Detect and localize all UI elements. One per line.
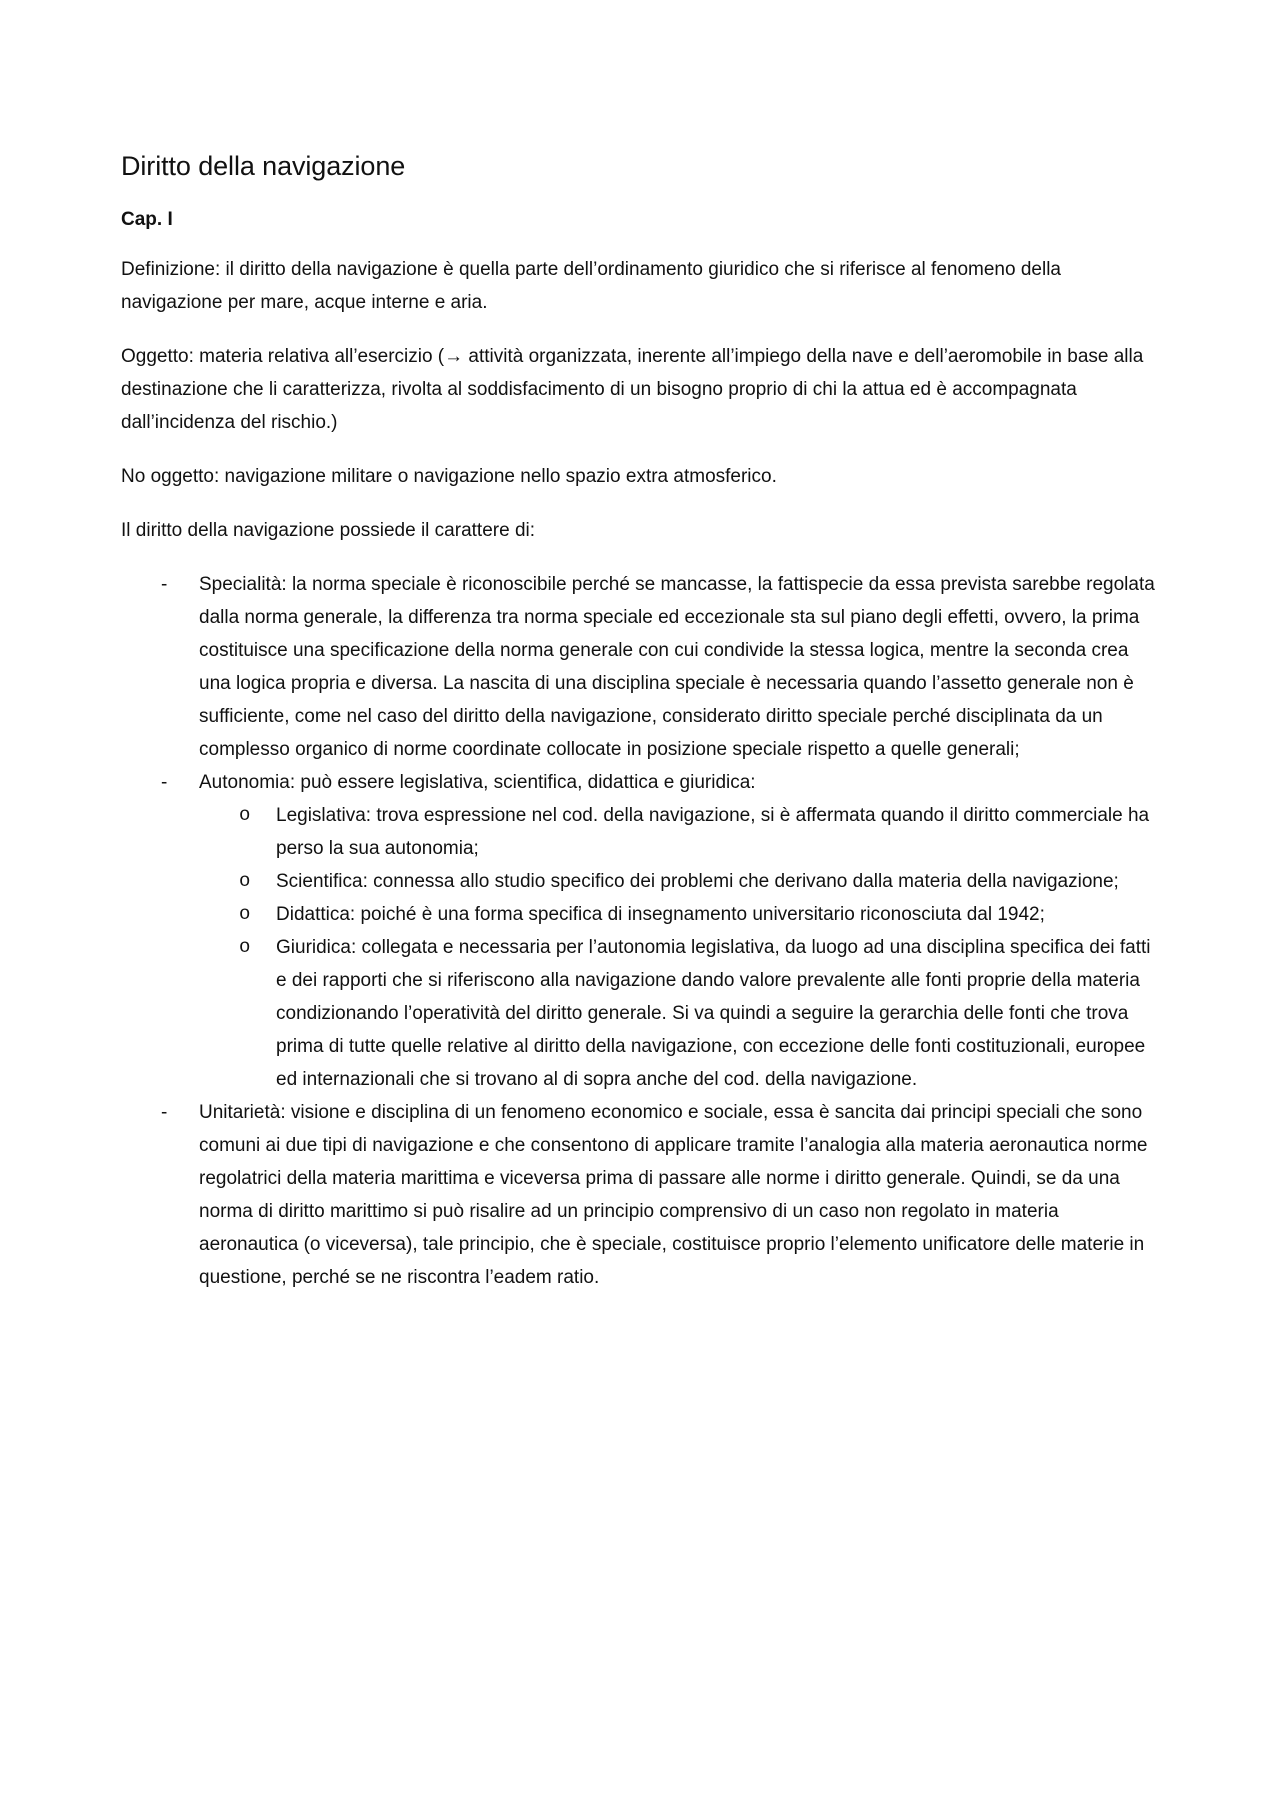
list-item-autonomia	[121, 766, 1161, 1096]
sublist-item-giuridica	[199, 931, 1161, 1096]
paragraph-carattere: Il diritto della navigazione possiede il carattere di:	[121, 520, 536, 542]
document-page	[121, 150, 1161, 1294]
circle-bullet-icon: o	[239, 804, 251, 827]
paragraph-no-oggetto: No oggetto: navigazione militare o navigazione nello spazio extra atmosferico.	[121, 466, 777, 488]
dash-bullet-icon: -	[161, 574, 168, 596]
sublist-item-text: Scientifica: connessa allo studio specifico dei problemi che derivano dalla materia della navigazione;	[276, 871, 1119, 893]
sublist-item-didattica	[199, 898, 1161, 931]
autonomia-sublist	[199, 799, 1161, 1096]
characteristics-list	[121, 568, 1161, 1294]
list-item-text: Autonomia: può essere legislativa, scientifica, didattica e giuridica:	[199, 772, 756, 794]
sublist-item-text: Giuridica: collegata e necessaria per l’autonomia legislativa, da luogo ad una disciplina specifica dei fatti e dei rapporti che si riferiscono alla navigazione dando valore prevalente alle fonti proprie della materia condizionando l’operatività del diritto generale. Si va quindi a seguire la gerarchia delle fonti che trova prima di tutte quelle relative al diritto della navigazione, con eccezione delle fonti costituzionali, europee ed internazionali che si trovano al di sopra anche del cod. della navigazione.	[276, 937, 1151, 1091]
circle-bullet-icon: o	[239, 903, 251, 926]
document-title: Diritto della navigazione	[121, 151, 406, 181]
sublist-item-scientifica	[199, 865, 1161, 898]
list-item-text: Unitarietà: visione e disciplina di un fenomeno economico e sociale, essa è sancita dai principi speciali che sono comuni ai due tipi di navigazione e che consentono di applicare tramite l’analogia alla materia aeronautica norme regolatrici della materia marittima e viceversa prima di passare alle norme i diritto generale. Quindi, se da una norma di diritto marittimo si può risalire ad un principio comprensivo di un caso non regolato in materia aeronautica (o viceversa), tale principio, che è speciale, costituisce proprio l’elemento unificatore delle materie in questione, perché se ne riscontra l’eadem ratio.	[199, 1102, 1148, 1289]
list-item-text: Specialità: la norma speciale è riconoscibile perché se mancasse, la fattispecie da essa prevista sarebbe regolata dalla norma generale, la differenza tra norma speciale ed eccezionale sta sul piano degli effetti, ovvero, la prima costituisce una specificazione della norma generale con cui condivide la stessa logica, mentre la seconda crea una logica propria e diversa. La nascita di una disciplina speciale è necessaria quando l’assetto generale non è sufficiente, come nel caso del diritto della navigazione, considerato diritto speciale perché disciplinata da un complesso organico di norme coordinate collocate in posizione speciale rispetto a quelle generali;	[199, 574, 1155, 761]
dash-bullet-icon: -	[161, 1102, 168, 1124]
paragraph-definizione: Definizione: il diritto della navigazione è quella parte dell’ordinamento giuridico che si riferisce al fenomeno della navigazione per mare, acque interne e aria.	[121, 259, 1061, 314]
circle-bullet-icon: o	[239, 870, 251, 893]
sublist-item-text: Didattica: poiché è una forma specifica di insegnamento universitario riconosciuta dal 1942;	[276, 904, 1045, 926]
circle-bullet-icon: o	[239, 936, 251, 959]
chapter-heading: Cap. I	[121, 209, 173, 231]
list-item-unitarieta	[121, 1096, 1161, 1294]
sublist-item-text: Legislativa: trova espressione nel cod. della navigazione, si è affermata quando il diritto commerciale ha perso la sua autonomia;	[276, 805, 1150, 860]
paragraph-oggetto: Oggetto: materia relativa all’esercizio (→ attività organizzata, inerente all’impiego della nave e dell’aeromobile in base alla destinazione che li caratterizza, rivolta al soddisfacimento di un bisogno proprio di chi la attua ed è accompagnata dall’incidenza del rischio.)	[121, 346, 1144, 434]
dash-bullet-icon: -	[161, 772, 168, 794]
sublist-item-legislativa	[199, 799, 1161, 865]
list-item-specialita	[121, 568, 1161, 766]
